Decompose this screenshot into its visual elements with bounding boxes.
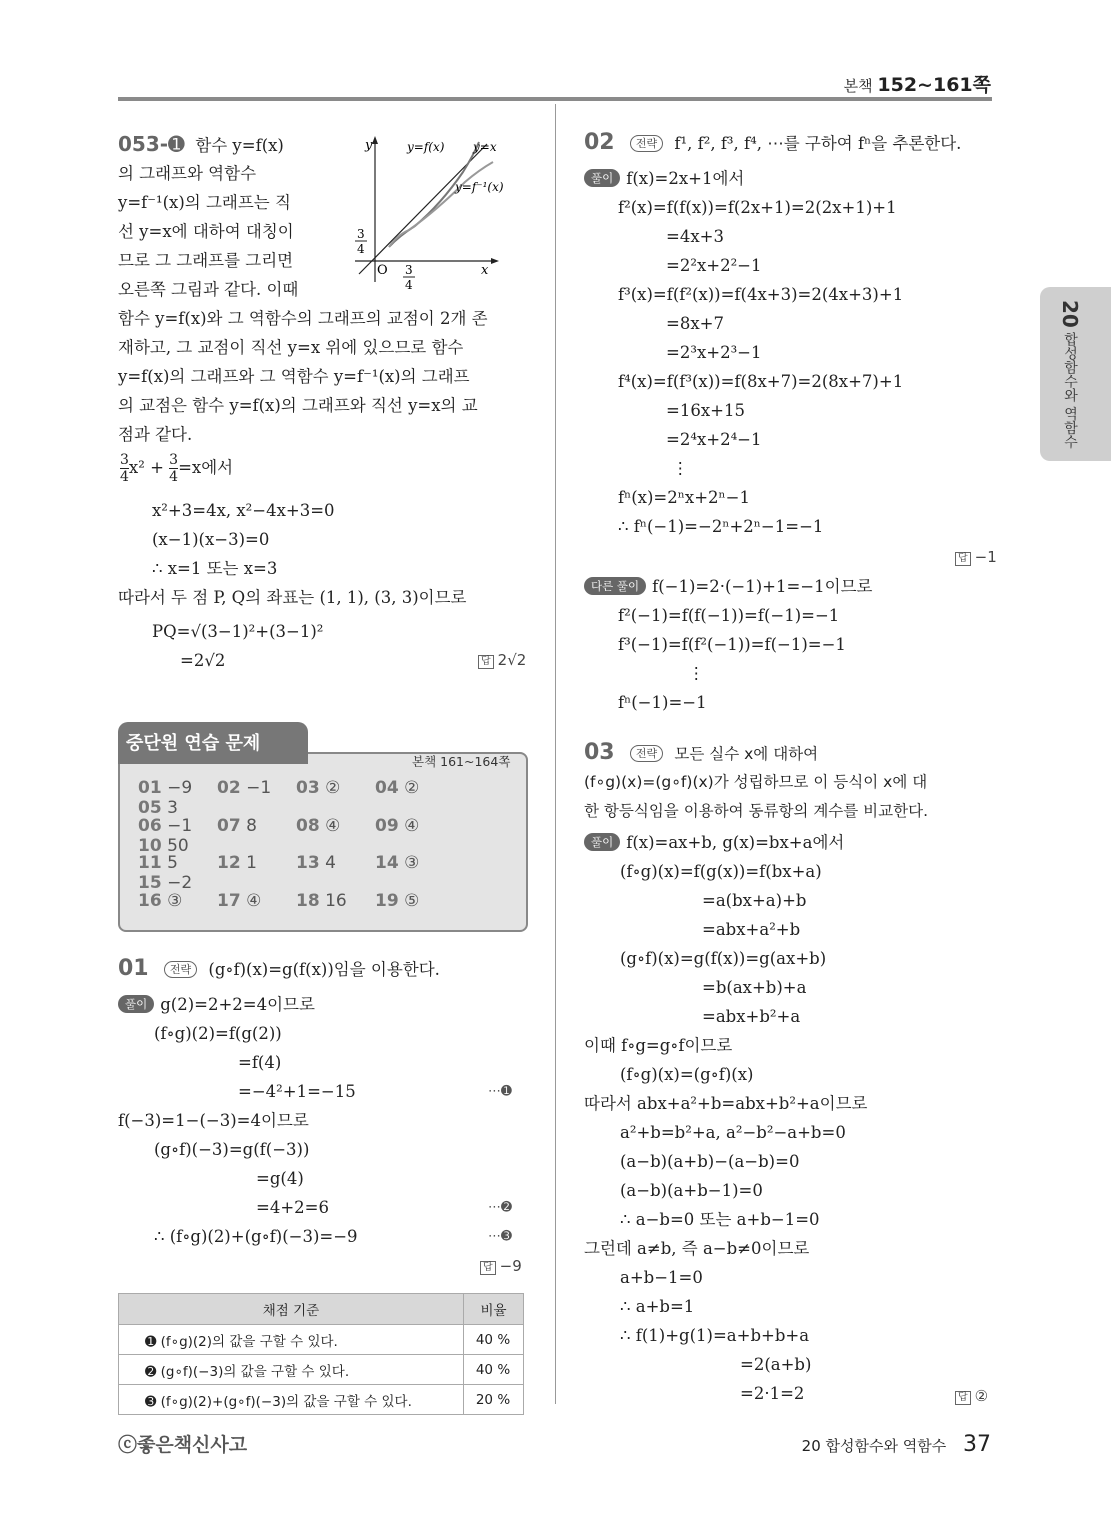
scoring-ratio: 40 % — [464, 1325, 524, 1355]
frac-y-den: 4 — [357, 242, 365, 256]
header-pages: 152~161쪽 — [877, 74, 991, 96]
q02-head — [584, 128, 994, 164]
practice-answer-number: 12 — [217, 853, 241, 873]
frac-x-num: 3 — [405, 263, 413, 277]
p053-body — [118, 304, 528, 449]
practice-answer-item — [138, 891, 217, 911]
q03-strategy-line: (f∘g)(x)=(g∘f)(x)가 성립하므로 이 등식이 x에 대 — [584, 773, 928, 791]
q03-strategy-line: 한 항등식임을 이용하여 동류항의 계수를 비교한다. — [584, 802, 928, 820]
label-fx: y=f(x) — [407, 140, 445, 154]
practice-answer-value: 16 — [325, 890, 347, 911]
scoring-ratio: 40 % — [464, 1355, 524, 1385]
practice-answer-number: 08 — [296, 815, 320, 836]
p053-line: 오른쪽 그림과 같다. 이때 — [118, 280, 299, 299]
q01-line: =f(4) — [238, 1053, 282, 1072]
p053-pq — [152, 617, 532, 675]
column-divider — [555, 104, 556, 1404]
q01-line — [118, 1222, 528, 1251]
label-y: y — [365, 138, 373, 153]
side-tab-num: 20 — [1058, 300, 1082, 328]
practice-answer-row — [138, 853, 518, 891]
q01-step: ∴ (f∘g)(2)+(g∘f)(−3)=−9 — [154, 1227, 358, 1246]
frac-y-num: 3 — [357, 227, 365, 241]
practice-answer-value: 50 — [167, 835, 189, 856]
p053-after — [118, 583, 528, 612]
p053-line: 의 그래프와 역함수 — [118, 164, 257, 183]
practice-answer-row — [138, 816, 518, 854]
q02-line: f(x)=2x+1에서 — [626, 169, 745, 188]
q02-sol-tag: 풀이 — [584, 169, 620, 187]
scoring-ratio: 20 % — [464, 1385, 524, 1415]
q03-line: ∴ a+b=1 — [620, 1297, 695, 1316]
eq-tail: =x에서 — [178, 458, 234, 477]
practice-answer-number: 14 — [375, 853, 399, 873]
q01-mark-2: ⋯➋ — [488, 1200, 512, 1215]
pq-line-1: PQ=√(3−1)²+(3−1)² — [152, 622, 324, 641]
practice-answer-item — [217, 778, 296, 798]
practice-answer-item — [375, 816, 454, 836]
p053-fraction-equation — [120, 452, 233, 494]
table-row — [119, 1385, 524, 1415]
chapter-side-label — [1052, 300, 1082, 449]
q03-line: =b(ax+b)+a — [702, 978, 807, 997]
practice-answer-item — [296, 778, 375, 798]
q01-line — [118, 1077, 528, 1106]
frac-x-den: 4 — [405, 278, 413, 292]
side-tab-text: 합성함수와 역함수 — [1062, 332, 1078, 449]
q03-answer-value: ② — [974, 1387, 989, 1405]
practice-title: 중단원 연습 문제 — [118, 722, 308, 764]
q03-line: (a−b)(a+b−1)=0 — [620, 1181, 763, 1200]
practice-answer-number: 02 — [217, 778, 241, 798]
q02-line: =2³x+2³−1 — [666, 343, 762, 362]
label-origin: O — [377, 263, 388, 278]
q01-line: =g(4) — [256, 1169, 304, 1188]
practice-answer-item — [296, 853, 375, 873]
label-x: x — [481, 263, 489, 278]
q03-number: 03 — [584, 740, 615, 765]
practice-answer-value: ② — [404, 778, 420, 798]
q03-line: =abx+b²+a — [702, 1007, 801, 1026]
practice-answer-value: 1 — [246, 853, 257, 873]
q02-alt-solution — [584, 572, 994, 717]
practice-answer-item — [138, 778, 217, 798]
q02-alt-line: f²(−1)=f(f(−1))=f(−1)=−1 — [618, 606, 840, 625]
q03-line: 따라서 abx+a²+b=abx+b²+a이므로 — [584, 1094, 868, 1113]
practice-answer-value: ④ — [246, 890, 262, 911]
scoring-criteria: ➋ (g∘f)(−3)의 값을 구할 수 있다. — [119, 1355, 464, 1385]
practice-answer-value: −1 — [246, 778, 272, 798]
q03-line: ∴ f(1)+g(1)=a+b+b+a — [620, 1326, 810, 1345]
q02-line: f⁴(x)=f(f³(x))=f(8x+7)=2(8x+7)+1 — [618, 372, 904, 391]
scoring-criteria: ➌ (f∘g)(2)+(g∘f)(−3)의 값을 구할 수 있다. — [119, 1385, 464, 1415]
practice-answer-number: 11 — [138, 853, 162, 873]
answer-box-icon: 답 — [480, 1261, 496, 1275]
page-number: 37 — [963, 1432, 991, 1457]
q01-strategy-tag: 전략 — [164, 961, 197, 978]
q01-line: f(−3)=1−(−3)=4이므로 — [118, 1111, 309, 1130]
q01-step: =−4²+1=−15 — [238, 1082, 356, 1101]
p053-line: 함수 y=f(x) — [195, 136, 284, 155]
q02-line: f²(x)=f(f(x))=f(2x+1)=2(2x+1)+1 — [618, 198, 897, 217]
q02-alt-tag: 다른 풀이 — [584, 577, 646, 595]
practice-answer-item — [296, 891, 375, 911]
q03-line: =2(a+b) — [740, 1355, 812, 1374]
q02-line: =2²x+2²−1 — [666, 256, 762, 275]
y-axis-arrow — [372, 136, 378, 144]
label-finv: y=f⁻¹(x) — [455, 180, 504, 194]
q03-line: f(x)=ax+b, g(x)=bx+a에서 — [626, 833, 845, 852]
frac-three-quarter — [169, 452, 178, 485]
q03-line: =2·1=2 — [740, 1384, 805, 1403]
practice-answer-value: 3 — [167, 798, 178, 818]
q01-sol-tag: 풀이 — [118, 995, 154, 1013]
header-prefix: 본책 — [843, 77, 873, 95]
q03-line: (f∘g)(x)=(g∘f)(x) — [620, 1065, 754, 1084]
p053-answer — [478, 651, 526, 669]
practice-answer-value: −9 — [167, 778, 193, 798]
q02-line: fⁿ(x)=2ⁿx+2ⁿ−1 — [618, 488, 750, 507]
practice-answer-item — [375, 891, 454, 911]
q02-line: =8x+7 — [666, 314, 724, 333]
header-rule — [118, 97, 992, 101]
q02-answer — [955, 548, 997, 566]
p053-line: y=f⁻¹(x)의 그래프는 직 — [118, 193, 291, 212]
practice-answer-number: 07 — [217, 815, 241, 836]
q02-line: ⋮ — [672, 459, 689, 478]
q01-step: =4+2=6 — [256, 1198, 329, 1217]
page-header — [844, 70, 991, 97]
practice-answer-number: 13 — [296, 853, 320, 873]
scoring-header-criteria: 채점 기준 — [119, 1294, 464, 1325]
practice-answer-item — [138, 853, 217, 873]
frac-num: 3 — [169, 452, 179, 468]
practice-answer-item — [296, 816, 375, 836]
scoring-header-row — [119, 1294, 524, 1325]
practice-answer-item — [217, 853, 296, 873]
p053-full-line: 점과 같다. — [118, 425, 193, 444]
q03-solution — [584, 828, 994, 1408]
q03-line: 이때 f∘g=g∘f이므로 — [584, 1036, 733, 1055]
q01-line: (g∘f)(−3)=g(f(−3)) — [154, 1140, 310, 1159]
p053-answer-value: 2√2 — [497, 651, 527, 669]
q02-alt-line: fⁿ(−1)=−1 — [618, 693, 707, 712]
practice-answer-value: 5 — [167, 853, 178, 873]
p053-full-line: 함수 y=f(x)와 그 역함수의 그래프의 교점이 2개 존 — [118, 309, 488, 328]
practice-answer-item — [138, 816, 217, 836]
footer-chapter: 20 합성함수와 역함수 — [801, 1437, 947, 1455]
scoring-criteria: ➊ (f∘g)(2)의 값을 구할 수 있다. — [119, 1325, 464, 1355]
practice-answer-value: 8 — [246, 815, 257, 836]
p053-line: 므로 그 그래프를 그리면 — [118, 251, 294, 270]
q03-line: (a−b)(a+b)−(a−b)=0 — [620, 1152, 800, 1171]
eq-step: ∴ x=1 또는 x=3 — [152, 559, 278, 578]
q01-mark-3: ⋯➌ — [488, 1229, 512, 1244]
practice-answer-value: ④ — [404, 815, 420, 836]
practice-answer-number: 10 — [138, 835, 162, 856]
q03-line: =abx+a²+b — [702, 920, 801, 939]
q03-answer — [955, 1387, 988, 1405]
q01-line: (f∘g)(2)=f(g(2)) — [154, 1024, 282, 1043]
practice-answer-value: −1 — [167, 815, 193, 836]
q03-sol-tag: 풀이 — [584, 833, 620, 851]
practice-answer-item — [217, 816, 296, 836]
q02-line: =4x+3 — [666, 227, 724, 246]
scoring-table — [118, 1293, 524, 1415]
practice-answer-number: 05 — [138, 798, 162, 818]
x-axis-arrow — [491, 258, 499, 264]
p053-full-line: 의 교점은 함수 y=f(x)의 그래프와 직선 y=x의 교 — [118, 396, 478, 415]
q02-line: =2⁴x+2⁴−1 — [666, 430, 762, 449]
q03-line: (g∘f)(x)=g(f(x))=g(ax+b) — [620, 949, 827, 968]
practice-answer-row — [138, 778, 518, 816]
frac-num: 3 — [120, 452, 129, 468]
q02-line: ∴ fⁿ(−1)=−2ⁿ+2ⁿ−1=−1 — [618, 517, 824, 536]
q02-strategy-tag: 전략 — [630, 135, 663, 152]
q01-strategy: (g∘f)(x)=g(f(x))임을 이용한다. — [208, 960, 440, 979]
practice-answer-number: 03 — [296, 778, 320, 798]
frac-den: 4 — [169, 469, 179, 485]
q03-head — [584, 738, 994, 826]
practice-answer-value: 4 — [325, 853, 336, 873]
practice-answer-number: 18 — [296, 890, 320, 911]
q03-strategy: 모든 실수 x에 대하여 — [674, 745, 819, 763]
p053-full-line: y=f(x)의 그래프와 그 역함수 y=f⁻¹(x)의 그래프 — [118, 367, 470, 386]
eq-step: (x−1)(x−3)=0 — [152, 530, 270, 549]
q02-answer-value: −1 — [974, 548, 997, 566]
practice-answer-number: 01 — [138, 778, 162, 798]
p053-intro — [118, 130, 358, 304]
table-row — [119, 1355, 524, 1385]
practice-answer-item — [375, 778, 454, 798]
frac-quarter — [120, 452, 129, 485]
practice-ref: 본책 161~164쪽 — [412, 754, 511, 769]
q01-answer — [480, 1257, 522, 1275]
p053-after-line: 따라서 두 점 P, Q의 좌표는 (1, 1), (3, 3)이므로 — [118, 588, 467, 607]
scoring-header-ratio: 비율 — [464, 1294, 524, 1325]
practice-answer-value: ③ — [167, 890, 183, 911]
q01-head — [118, 954, 528, 988]
q02-alt-line: ⋮ — [688, 664, 705, 683]
q03-line: =a(bx+a)+b — [702, 891, 807, 910]
q03-line: ∴ a−b=0 또는 a+b−1=0 — [620, 1210, 820, 1229]
practice-answer-number: 16 — [138, 890, 162, 911]
p053-line: 선 y=x에 대하여 대칭이 — [118, 222, 294, 241]
practice-answer-number: 06 — [138, 815, 162, 836]
q01-line — [118, 1193, 528, 1222]
p053-full-line: 재하고, 그 교점이 직선 y=x 위에 있으므로 함수 — [118, 338, 464, 357]
practice-answer-value: ③ — [404, 853, 420, 873]
frac-den: 4 — [120, 469, 129, 485]
practice-answer-grid — [138, 778, 518, 928]
label-yx: y=x — [473, 140, 497, 154]
q01-line: g(2)=2+2=4이므로 — [160, 995, 315, 1014]
practice-answer-item — [217, 891, 296, 911]
practice-answer-number: 17 — [217, 890, 241, 911]
q02-number: 02 — [584, 130, 615, 155]
q01-mark-1: ⋯➊ — [488, 1084, 512, 1099]
eq-step: x²+3=4x, x²−4x+3=0 — [152, 501, 335, 520]
eq-head: x² + — [128, 458, 170, 477]
practice-answer-value: ② — [325, 778, 341, 798]
answer-box-icon: 답 — [955, 1391, 971, 1405]
q03-line: a+b−1=0 — [620, 1268, 703, 1287]
q01-answer-value: −9 — [499, 1257, 522, 1275]
page-footer — [802, 1432, 991, 1457]
q03-line: (f∘g)(x)=f(g(x))=f(bx+a) — [620, 862, 822, 881]
practice-answer-number: 15 — [138, 873, 162, 893]
answer-box-icon: 답 — [478, 655, 494, 669]
practice-answer-number: 04 — [375, 778, 399, 798]
p053-number: 053-➊ — [118, 132, 185, 156]
q02-line: f³(x)=f(f²(x))=f(4x+3)=2(4x+3)+1 — [618, 285, 904, 304]
q01-number: 01 — [118, 956, 149, 981]
practice-answer-item — [375, 853, 454, 873]
practice-answer-number: 09 — [375, 815, 399, 836]
q03-line: 그런데 a≠b, 즉 a−b≠0이므로 — [584, 1239, 810, 1258]
q02-alt-line: f(−1)=2·(−1)+1=−1이므로 — [652, 577, 873, 596]
answer-box-icon: 답 — [955, 552, 971, 566]
q01-solution — [118, 990, 528, 1251]
practice-answer-number: 19 — [375, 890, 399, 911]
practice-answer-value: ④ — [325, 815, 341, 836]
p053-eq-steps — [152, 496, 532, 583]
practice-answer-row — [138, 891, 518, 929]
q03-strategy-tag: 전략 — [630, 745, 663, 762]
table-row — [119, 1325, 524, 1355]
inverse-function-graph — [345, 132, 525, 292]
q02-alt-line: f³(−1)=f(f²(−1))=f(−1)=−1 — [618, 635, 846, 654]
curve-f — [389, 142, 479, 247]
publisher-logo: ⓒ좋은책신사고 — [118, 1434, 248, 1456]
q02-strategy: f¹, f², f³, f⁴, ⋯를 구하여 fⁿ을 추론한다. — [674, 134, 962, 153]
q02-line: =16x+15 — [666, 401, 745, 420]
q03-line: a²+b=b²+a, a²−b²−a+b=0 — [620, 1123, 846, 1142]
practice-answer-value: ⑤ — [404, 890, 420, 911]
practice-answer-value: −2 — [167, 873, 193, 893]
q02-solution — [584, 164, 994, 541]
pq-line-2: =2√2 — [180, 651, 226, 670]
